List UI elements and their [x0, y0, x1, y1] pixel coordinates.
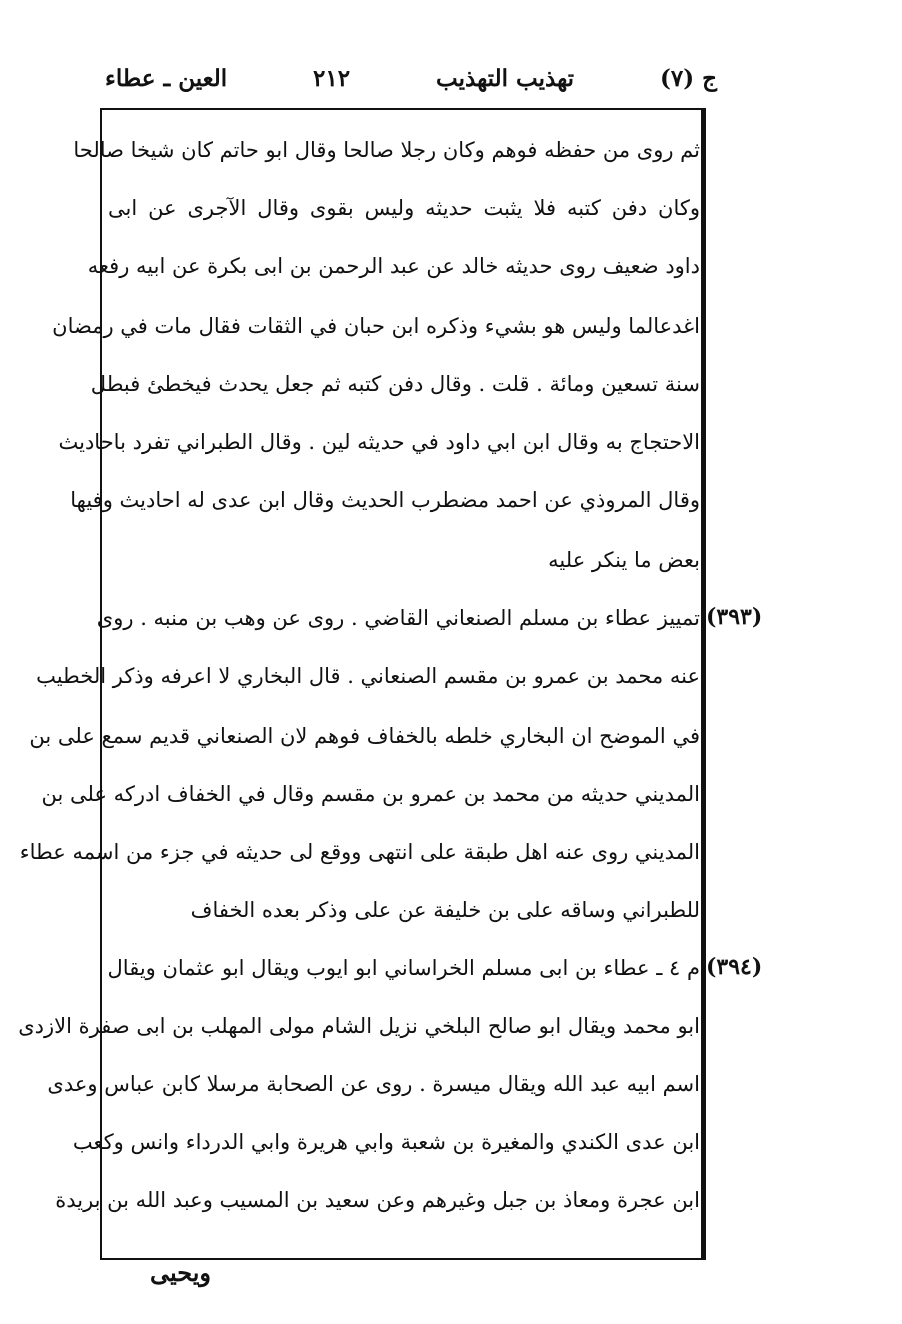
text-line: ابن عدى الكندي والمغيرة بن شعبة وابي هريرة وابي الدرداء وانس وكعب [72, 1130, 700, 1154]
text-line: اغدعالما وليس هو بشيء وذكره ابن حبان في الثقات فقال مات في رمضان [52, 314, 700, 338]
text-line: م ٤ ـ عطاء بن ابى مسلم الخراساني ابو ايوب ويقال ابو عثمان ويقال [107, 956, 700, 980]
text-line: للطبراني وساقه على بن خليفة عن على وذكر بعده الخفاف [190, 898, 700, 922]
text-line: وقال المروذي عن احمد مضطرب الحديث وقال ابن عدى له احاديث وفيها [70, 488, 700, 512]
text-line: المديني حديثه من محمد بن عمرو بن مقسم وقال في الخفاف ادركه على بن [41, 782, 700, 806]
text-line: في الموضح ان البخاري خلطه بالخفاف فوهم لان الصنعاني قديم سمع على بن [29, 724, 700, 748]
text-line: سنة تسعين ومائة . قلت . وقال دفن كتبه ثم جعل يحدث فيخطئ فبطل [90, 372, 700, 396]
text-line: الاحتجاج به وقال ابن ابي داود في حديثه لين . وقال الطبراني تفرد باحاديث [58, 430, 700, 454]
text-line: اسم ابيه عبد الله ويقال ميسرة . روى عن الصحابة مرسلا كابن عباس وعدى [47, 1072, 700, 1096]
text-line: وكان دفن كتبه فلا يثبت حديثه وليس بقوى وقال الآجرى عن ابى [108, 196, 700, 220]
text-line: المديني روى عنه اهل طبقة على انتهى ووقع لى حديثه في جزء من اسمه عطاء [19, 840, 700, 864]
text-line: ابو محمد ويقال ابو صالح البلخي نزيل الشام مولى المهلب بن ابى صفرة الازدى [18, 1014, 700, 1038]
text-line: ثم روى من حفظه فوهم وكان رجلا صالحا وقال ابو حاتم كان شيخا صالحا [73, 138, 700, 162]
text-line: تمييز عطاء بن مسلم الصنعاني القاضي . روى عن وهب بن منبه . روى [96, 606, 700, 630]
header-volume: ج (٧) [660, 64, 717, 92]
entry-number: (٣٩٤) [706, 954, 763, 980]
header-book-title: تهذيب التهذيب [436, 64, 575, 92]
text-line: ابن عجرة ومعاذ بن جبل وغيرهم وعن سعيد بن المسيب وعبد الله بن بريدة [55, 1188, 700, 1212]
entry-number: (٣٩٣) [706, 604, 763, 630]
text-line: داود ضعيف روى حديثه خالد عن عبد الرحمن بن ابى بكرة عن ابيه رفعه [87, 254, 700, 278]
text-line: عنه محمد بن عمرو بن مقسم الصنعاني . قال البخاري لا اعرفه وذكر الخطيب [36, 664, 700, 688]
text-line: بعض ما ينكر عليه [548, 548, 700, 572]
header-page-number: ٢١٢ [313, 64, 351, 92]
running-header [105, 58, 717, 98]
header-section: العين ـ عطاء [105, 64, 228, 92]
catchword: ويحيى [150, 1258, 212, 1287]
